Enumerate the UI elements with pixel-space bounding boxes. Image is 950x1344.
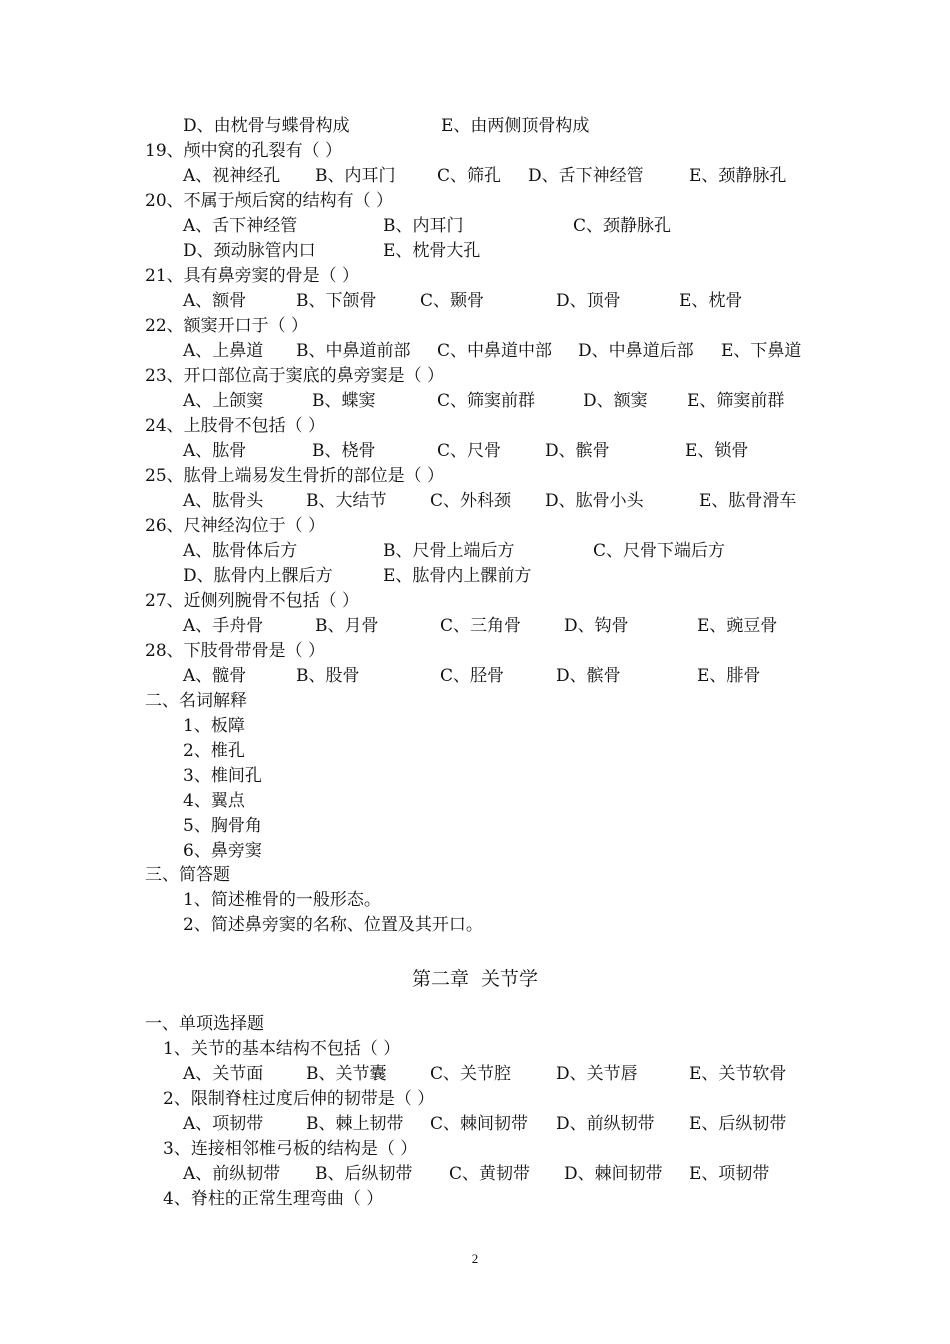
answer-option: C、黄韧带 xyxy=(449,1164,531,1184)
answer-option: E、项韧带 xyxy=(689,1164,770,1184)
line-text: 21、具有鼻旁窦的骨是（ ） xyxy=(145,266,360,286)
answer-option: B、中鼻道前部 xyxy=(296,341,411,361)
line-text: 22、额窦开口于（ ） xyxy=(145,316,309,336)
answer-option: E、枕骨 xyxy=(679,291,743,311)
answer-option: D、肱骨小头 xyxy=(545,491,644,511)
answer-option: E、肱骨内上髁前方 xyxy=(383,566,532,586)
answer-option: C、筛孔 xyxy=(437,166,502,186)
answer-option: C、关节腔 xyxy=(430,1064,512,1084)
answer-option: A、上颌窦 xyxy=(183,391,264,411)
answer-option: E、后纵韧带 xyxy=(689,1114,787,1134)
answer-option: B、股骨 xyxy=(296,666,360,686)
answer-option: B、后纵韧带 xyxy=(315,1164,413,1184)
line-text: 6、鼻旁窦 xyxy=(183,841,262,861)
answer-option: A、肱骨 xyxy=(183,441,247,461)
answer-option: D、舌下神经管 xyxy=(528,166,644,186)
answer-option: E、颈静脉孔 xyxy=(689,166,787,186)
answer-option: D、颈动脉管内口 xyxy=(183,241,316,261)
chapter-title: 第二章 关节学 xyxy=(411,968,539,990)
line-text: 1、板障 xyxy=(183,716,245,736)
line-text: 25、肱骨上端易发生骨折的部位是（ ） xyxy=(145,466,445,486)
answer-option: D、关节唇 xyxy=(556,1064,638,1084)
line-text: 26、尺神经沟位于（ ） xyxy=(145,516,326,536)
answer-option: D、额窦 xyxy=(583,391,648,411)
line-text: 19、颅中窝的孔裂有（ ） xyxy=(145,141,343,161)
answer-option: B、大结节 xyxy=(306,491,387,511)
line-text: 二、名词解释 xyxy=(145,691,247,711)
line-text: 1、简述椎骨的一般形态。 xyxy=(183,890,381,910)
answer-option: D、髌骨 xyxy=(556,666,621,686)
answer-option: C、颈静脉孔 xyxy=(573,216,672,236)
answer-option: B、桡骨 xyxy=(312,441,376,461)
answer-option: A、髋骨 xyxy=(183,666,247,686)
answer-option: D、中鼻道后部 xyxy=(578,341,694,361)
answer-option: E、下鼻道 xyxy=(721,341,802,361)
answer-option: B、下颌骨 xyxy=(296,291,377,311)
answer-option: A、舌下神经管 xyxy=(183,216,298,236)
page-number: 2 xyxy=(471,1251,479,1266)
answer-option: B、棘上韧带 xyxy=(306,1114,404,1134)
answer-option: B、关节囊 xyxy=(306,1064,387,1084)
answer-option: D、顶骨 xyxy=(556,291,621,311)
answer-option: D、前纵韧带 xyxy=(556,1114,655,1134)
line-text: 3、连接相邻椎弓板的结构是（ ） xyxy=(163,1139,418,1159)
answer-option: A、额骨 xyxy=(183,291,247,311)
answer-option: B、蝶窦 xyxy=(312,391,376,411)
answer-option: C、尺骨下端后方 xyxy=(593,541,726,561)
answer-option: A、肱骨体后方 xyxy=(183,541,298,561)
answer-option: E、肱骨滑车 xyxy=(699,491,797,511)
answer-option: A、肱骨头 xyxy=(183,491,264,511)
line-text: 4、脊柱的正常生理弯曲（ ） xyxy=(163,1189,384,1209)
answer-option: D、钩骨 xyxy=(564,616,629,636)
line-text: 一、单项选择题 xyxy=(145,1014,264,1034)
answer-option: E、锁骨 xyxy=(685,441,749,461)
line-text: 3、椎间孔 xyxy=(183,766,262,786)
answer-option: A、上鼻道 xyxy=(183,341,264,361)
answer-option: C、颞骨 xyxy=(420,291,485,311)
answer-option: C、尺骨 xyxy=(437,441,502,461)
answer-option: C、筛窦前群 xyxy=(437,391,536,411)
answer-option: B、月骨 xyxy=(315,616,379,636)
answer-option: E、关节软骨 xyxy=(689,1064,787,1084)
answer-option: A、前纵韧带 xyxy=(183,1164,281,1184)
answer-option: B、尺骨上端后方 xyxy=(383,541,515,561)
line-text: 2、简述鼻旁窦的名称、位置及其开口。 xyxy=(183,915,483,935)
answer-option: D、由枕骨与蝶骨构成 xyxy=(183,116,350,136)
line-text: 2、椎孔 xyxy=(183,741,245,761)
answer-option: C、中鼻道中部 xyxy=(437,341,553,361)
answer-option: A、关节面 xyxy=(183,1064,264,1084)
line-text: 1、关节的基本结构不包括（ ） xyxy=(163,1039,401,1059)
answer-option: C、三角骨 xyxy=(440,616,522,636)
answer-option: A、手舟骨 xyxy=(183,616,264,636)
answer-option: E、腓骨 xyxy=(697,666,761,686)
line-text: 24、上肢骨不包括（ ） xyxy=(145,416,326,436)
answer-option: E、枕骨大孔 xyxy=(383,241,481,261)
answer-option: A、视神经孔 xyxy=(183,166,281,186)
answer-option: C、胫骨 xyxy=(440,666,505,686)
answer-option: D、棘间韧带 xyxy=(564,1164,663,1184)
line-text: 4、翼点 xyxy=(183,791,245,811)
answer-option: D、髌骨 xyxy=(545,441,610,461)
line-text: 2、限制脊柱过度后伸的韧带是（ ） xyxy=(163,1089,435,1109)
answer-option: E、筛窦前群 xyxy=(687,391,785,411)
line-text: 三、简答题 xyxy=(145,865,230,885)
answer-option: B、内耳门 xyxy=(383,216,464,236)
answer-option: A、项韧带 xyxy=(183,1114,264,1134)
answer-option: E、由两侧顶骨构成 xyxy=(441,116,590,136)
line-text: 20、不属于颅后窝的结构有（ ） xyxy=(145,191,394,211)
line-text: 27、近侧列腕骨不包括（ ） xyxy=(145,591,360,611)
line-text: 5、胸骨角 xyxy=(183,816,262,836)
answer-option: C、外科颈 xyxy=(430,491,512,511)
line-text: 28、下肢骨带骨是（ ） xyxy=(145,641,326,661)
answer-option: B、内耳门 xyxy=(315,166,396,186)
line-text: 23、开口部位高于窦底的鼻旁窦是（ ） xyxy=(145,366,445,386)
answer-option: D、肱骨内上髁后方 xyxy=(183,566,333,586)
answer-option: C、棘间韧带 xyxy=(430,1114,529,1134)
answer-option: E、豌豆骨 xyxy=(697,616,778,636)
